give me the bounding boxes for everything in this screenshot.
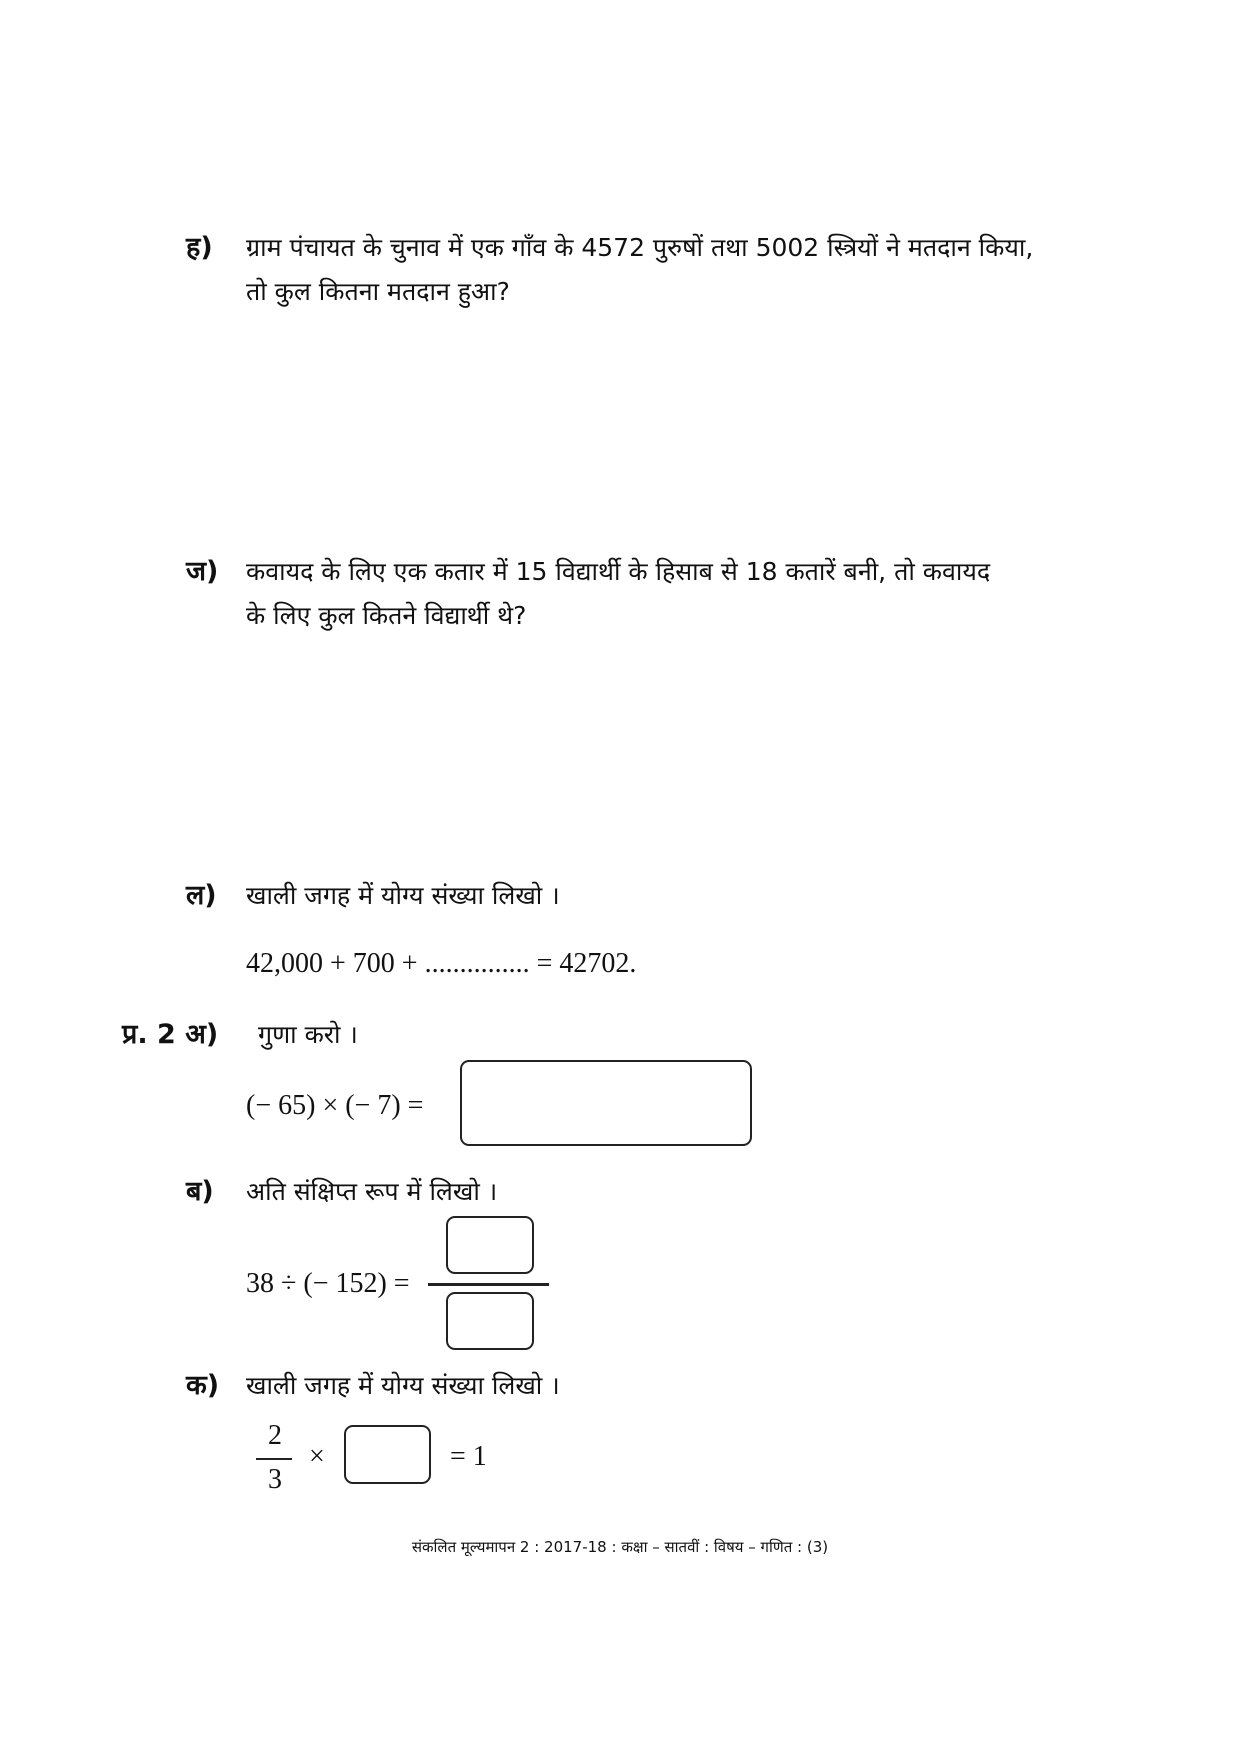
question-b-text: अति संक्षिप्त रूप में लिखो । bbox=[246, 1177, 498, 1206]
answer-box-2a bbox=[460, 1060, 752, 1146]
page-footer: संकलित मूल्यमापन 2 : 2017-18 : कक्षा – सातवीं : विषय – गणित : (3) bbox=[411, 1538, 829, 1556]
question-j-line1: कवायद के लिए एक कतार में 15 विद्यार्थी के हिसाब से 18 कतारें बनी, तो कवायद bbox=[246, 557, 991, 586]
answer-box-k bbox=[344, 1425, 431, 1484]
denominator-box-b bbox=[446, 1292, 534, 1350]
fraction-denominator-k: 3 bbox=[268, 1464, 282, 1495]
question-l-text: खाली जगह में योग्य संख्या लिखो । bbox=[246, 881, 560, 910]
question-h-line1: ग्राम पंचायत के चुनाव में एक गाँव के 4572 पुरुषों तथा 5002 स्त्रियों ने मतदान किया, bbox=[246, 233, 1034, 262]
fraction-line-k bbox=[256, 1458, 292, 1460]
result-k: = 1 bbox=[450, 1441, 487, 1472]
fraction-line-b bbox=[428, 1283, 549, 1286]
fraction-numerator-k: 2 bbox=[268, 1420, 282, 1451]
question-j-label: ज) bbox=[186, 556, 219, 587]
question-j-line2: के लिए कुल कितने विद्यार्थी थे? bbox=[246, 601, 527, 630]
question-2a-expression: (− 65) × (− 7) = bbox=[246, 1090, 424, 1121]
numerator-box-b bbox=[446, 1216, 534, 1274]
question-b-expression: 38 ÷ (− 152) = bbox=[246, 1268, 410, 1299]
question-2a-text: गुणा करो । bbox=[258, 1020, 358, 1049]
question-h-label: ह) bbox=[186, 232, 213, 263]
times-sign-k: × bbox=[309, 1441, 325, 1472]
question-2-label: प्र. 2 अ) bbox=[122, 1019, 219, 1050]
question-l-equation: 42,000 + 700 + ............... = 42702. bbox=[246, 948, 637, 979]
question-b-label: ब) bbox=[186, 1176, 214, 1207]
question-k-label: क) bbox=[186, 1370, 220, 1401]
question-k-text: खाली जगह में योग्य संख्या लिखो । bbox=[246, 1371, 560, 1400]
question-h-line2: तो कुल कितना मतदान हुआ? bbox=[246, 277, 510, 306]
question-l-label: ल) bbox=[186, 880, 217, 911]
